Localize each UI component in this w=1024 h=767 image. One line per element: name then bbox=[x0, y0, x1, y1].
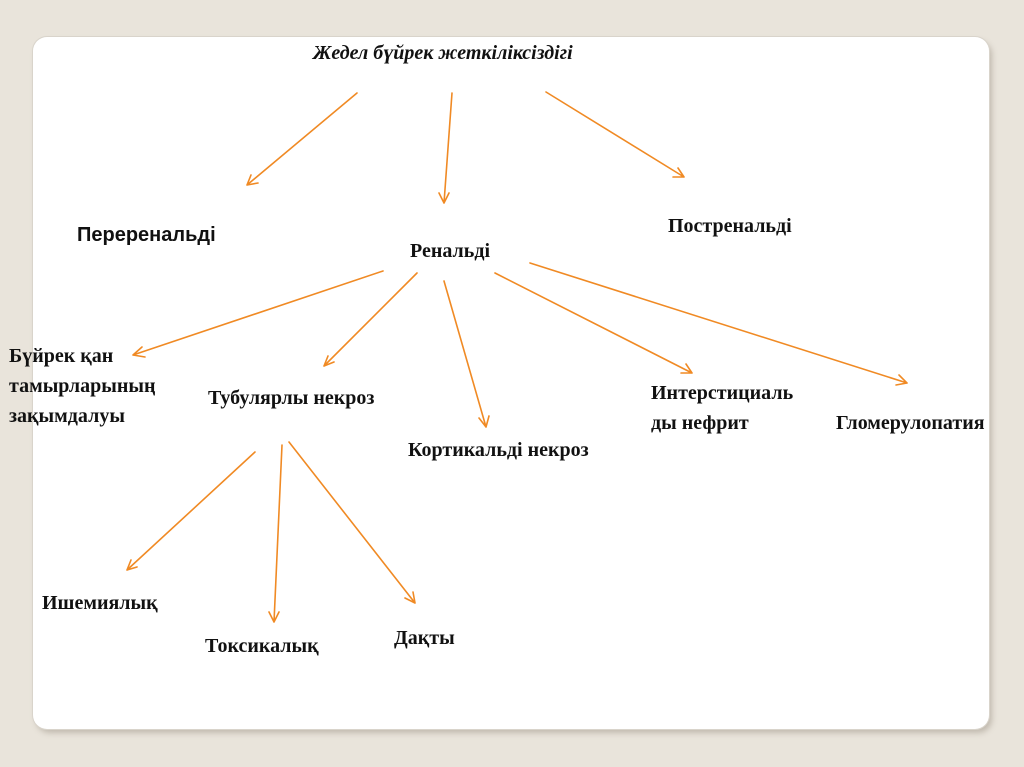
cortical-necrosis-label: Кортикальді некроз bbox=[408, 439, 589, 461]
arrow-tubular-to-toxic bbox=[269, 445, 282, 622]
tubular-necrosis-label: Тубулярлы некроз bbox=[208, 387, 375, 409]
ischemic-label: Ишемиялық bbox=[42, 592, 158, 614]
toxic-label: Токсикалық bbox=[205, 635, 319, 657]
diagram-title: Жедел бүйрек жеткіліксіздігі bbox=[313, 42, 573, 64]
prerenal-label: Переренальді bbox=[77, 224, 216, 246]
arrow-renal-to-glomerular bbox=[530, 263, 907, 385]
arrow-title-to-postrenal bbox=[546, 92, 684, 177]
interstitial-nephritis-label: Интерстициаль ды нефрит bbox=[651, 382, 794, 434]
arrow-renal-to-interstitial bbox=[495, 273, 692, 373]
renal-label: Ренальді bbox=[410, 240, 490, 262]
vascular-damage-label: Бүйрек қан тамырларының зақымдалуы bbox=[9, 345, 156, 427]
fact-label: Дақты bbox=[394, 627, 455, 649]
arrow-tubular-to-ischemic bbox=[127, 452, 255, 570]
glomerulopathy-label: Гломерулопатия bbox=[836, 412, 985, 434]
arrow-title-to-prerenal bbox=[247, 93, 357, 185]
arrow-tubular-to-fact bbox=[289, 442, 415, 603]
postrenal-label: Постренальді bbox=[668, 215, 792, 237]
arrow-title-to-renal bbox=[439, 93, 452, 203]
arrow-renal-to-cortical bbox=[444, 281, 489, 427]
